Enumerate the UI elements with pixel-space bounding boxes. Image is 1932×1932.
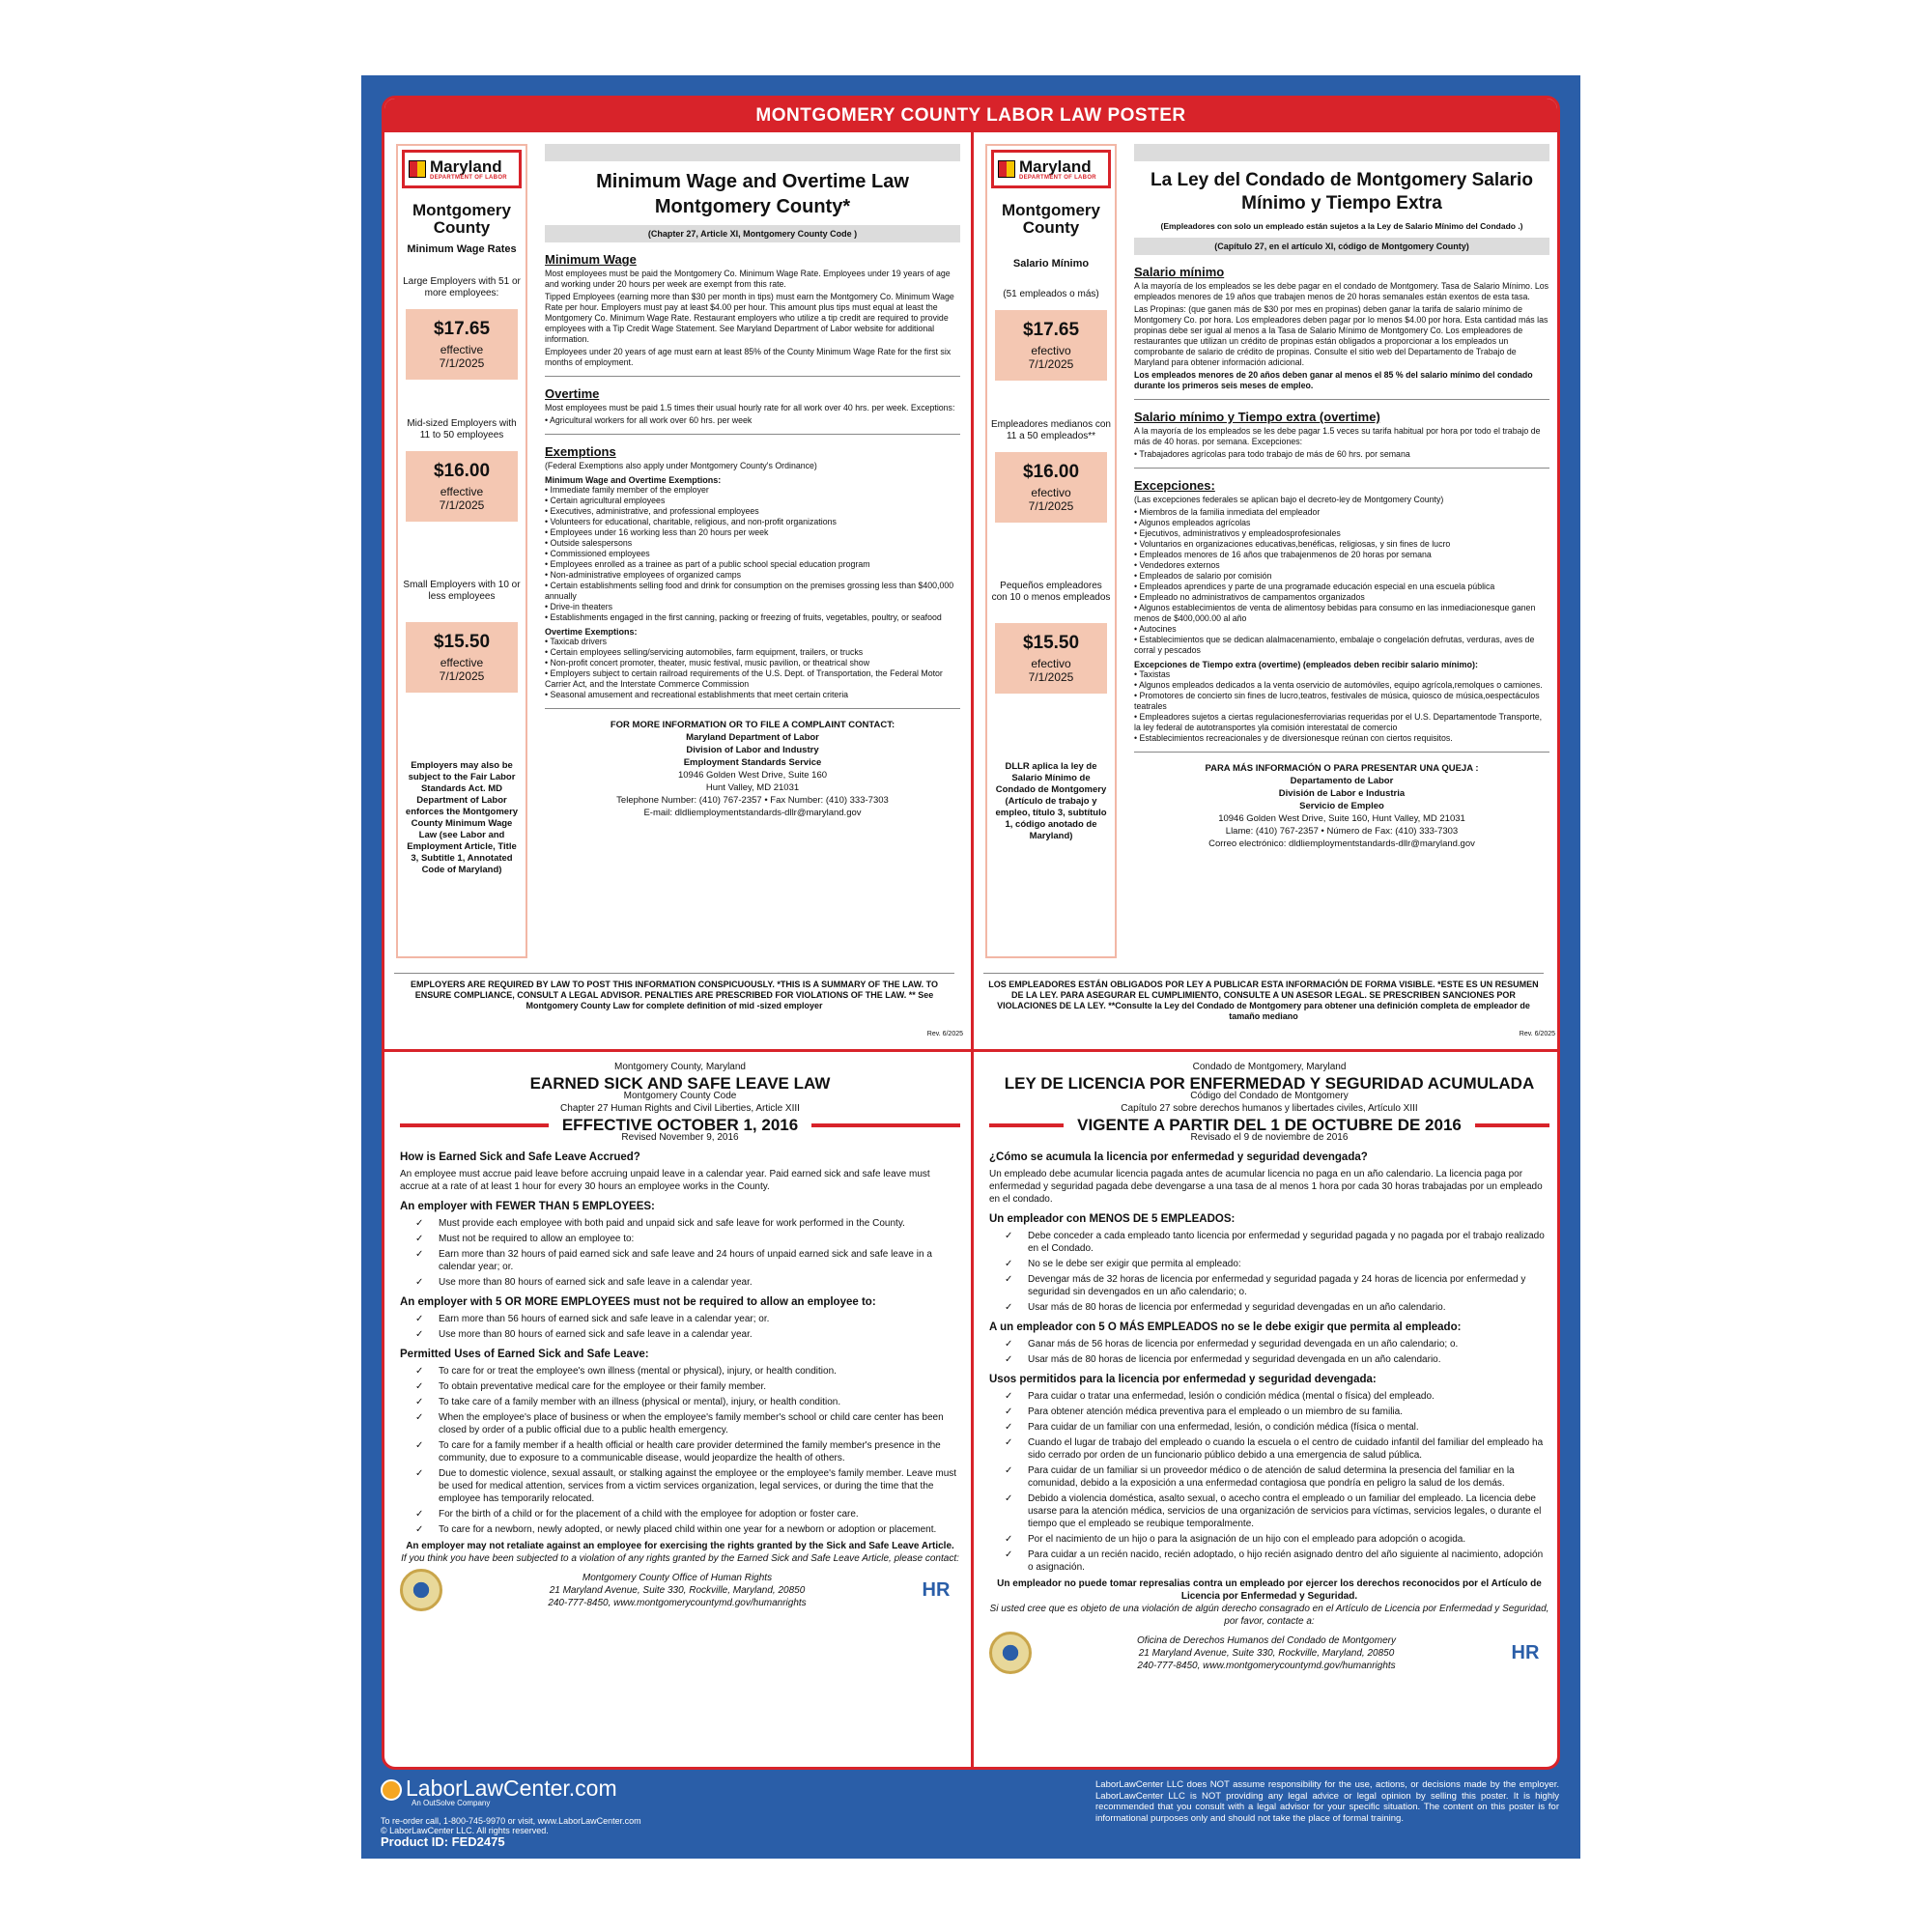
contact-row xyxy=(989,1632,1549,1674)
list-item: • Executives, administrative, and professional employees xyxy=(545,506,960,517)
rate-box xyxy=(995,623,1107,694)
sick-leave-title: EARNED SICK AND SAFE LEAVE LAW xyxy=(529,1074,831,1093)
logo-sub: DEPARTMENT OF LABOR xyxy=(1019,174,1096,181)
rate-value: $16.00 xyxy=(1022,462,1080,482)
divider xyxy=(1134,399,1549,400)
list-item: • Trabajadores agrícolas para todo trabajo de más de 60 hrs. por semana xyxy=(1134,449,1549,460)
section-heading: An employer with FEWER THAN 5 EMPLOYEES: xyxy=(400,1201,655,1212)
grey-bar xyxy=(1134,144,1549,161)
rates-sidebar xyxy=(985,144,1117,958)
sick-leave-title: LEY DE LICENCIA POR ENFERMEDAD Y SEGURIDAD ACUMULADA xyxy=(1004,1074,1535,1093)
law-title: Minimum Wage and Overtime Law Montgomery County* xyxy=(596,171,909,217)
list-item: ✓ When the employee's place of business or when the employee's family member's school or child care center has been closed by order of a public official due to a public health emergency. xyxy=(425,1411,960,1436)
section-heading: Salario mínimo xyxy=(1134,265,1225,279)
list-item: • Outside salespersons xyxy=(545,538,960,549)
county-title: Montgomery County xyxy=(1002,201,1100,237)
maryland-flag-icon xyxy=(998,160,1015,178)
list-item: • Algunos empleados dedicados a la venta oservicio de automóviles, equipo agrícola,remolques o camiones. xyxy=(1134,680,1549,691)
rate-effective: effective xyxy=(440,656,484,669)
rate-value: $16.00 xyxy=(433,461,491,481)
large-employer-label: Large Employers with 51 or more employees: xyxy=(403,276,521,298)
rate-effective: effective xyxy=(440,485,484,498)
section-heading: An employer with 5 OR MORE EMPLOYEES must not be required to allow an employee to: xyxy=(400,1296,876,1308)
paragraph: A la mayoría de los empleados se les debe pagar en el condado de Montgomery. Tasa de Salario Mínimo. Los empleados menores de 19 años que trabajen menos de 20 horas semanales están exentos de esta tasa. xyxy=(1134,281,1549,301)
min-wage-spanish xyxy=(974,132,1560,1049)
exemptions-list xyxy=(1134,507,1549,656)
human-rights-logo-icon xyxy=(912,1571,960,1609)
list-item: ✓ Para cuidar o tratar una enfermedad, lesión o condición médica (mental o física) del empleado. xyxy=(1014,1390,1549,1403)
county-title: Montgomery County xyxy=(412,201,511,237)
dllr-note: DLLR aplica la ley de Salario Mínimo de Condado de Montgomery (Artículo de trabajo y empleo, título 3, subtítulo 1, código anotado de Maryland) xyxy=(995,761,1107,841)
list-item: ✓ Must provide each employee with both paid and unpaid sick and safe leave for work performed in the County. xyxy=(425,1217,960,1230)
rate-box xyxy=(406,622,518,693)
checklist xyxy=(989,1338,1549,1366)
product-id: Product ID: FED2475 xyxy=(381,1834,505,1849)
revised-date: Revisado el 9 de noviembre de 2016 xyxy=(1190,1132,1349,1143)
law-citation: (Chapter 27, Article XI, Montgomery County Code ) xyxy=(545,225,960,242)
section-heading: Salario mínimo y Tiempo extra (overtime) xyxy=(1134,410,1380,424)
list-item: • Certain employees selling/servicing automobiles, farm equipment, trailers, or trucks xyxy=(545,647,960,658)
list-item: ✓ Para cuidar de un familiar con una enfermedad, lesión, o condición médica (física o mental. xyxy=(1014,1421,1549,1434)
divider xyxy=(1134,752,1549,753)
subheading: Excepciones de Tiempo extra (overtime) (empleados deben recibir salario mínimo): xyxy=(1134,660,1478,669)
list-item: ✓ Debido a violencia doméstica, asalto sexual, o acecho contra el empleado o un familiar del empleado. La licencia debe usarse para la atención médica, servicios de una organización de servicios para víctimas, servicios legales, o durante el tiempo que el empleado se reubique temporalmente. xyxy=(1014,1492,1549,1530)
sick-leave-english xyxy=(384,1055,971,1770)
labor-law-poster xyxy=(361,75,1580,1859)
rates-title: Minimum Wage Rates xyxy=(407,243,517,255)
divider xyxy=(1134,468,1549,469)
list-item: • Ejecutivos, administrativos y empleadosprofesionales xyxy=(1134,528,1549,539)
list-item: • Voluntarios en organizaciones educativas,benéficas, religiosas, y sin fines de lucro xyxy=(1134,539,1549,550)
list-item: • Employees enrolled as a trainee as part of a public school special education program xyxy=(545,559,960,570)
pre-note: (Empleadores con solo un empleado están sujetos a la Ley de Salario Mínimo del Condado .) xyxy=(1160,221,1523,231)
law-title: La Ley del Condado de Montgomery Salario Mínimo y Tiempo Extra xyxy=(1151,170,1533,213)
rate-value: $17.65 xyxy=(1022,320,1080,340)
rate-effective: efectivo xyxy=(1031,657,1071,670)
contact-line: Employment Standards Service xyxy=(683,757,822,768)
contact-line: 10946 Golden West Drive, Suite 160, Hunt Valley, MD 21031 xyxy=(1218,813,1465,824)
contact-line: Maryland Department of Labor xyxy=(686,732,819,743)
overtime-list xyxy=(1134,449,1549,460)
contact-intro: If you think you have been subjected to a violation of any rights granted by the Earned Sick and Safe Leave Article, please contact: xyxy=(401,1553,959,1564)
contact-row xyxy=(400,1569,960,1611)
flsa-note: Employers may also be subject to the Fair Labor Standards Act. MD Department of Labor enforces the Montgomery County Minimum Wage Law (see Labor and Employment Article, Title 3, Subtitle 1, Annotated Code of Maryland) xyxy=(405,760,519,875)
office-line: 21 Maryland Avenue, Suite 330, Rockville, Maryland, 20850 xyxy=(549,1584,806,1596)
list-item: ✓ Por el nacimiento de un hijo o para la asignación de un hijo con el empleado para adopción o acogida. xyxy=(1014,1533,1549,1546)
hr-text: HR xyxy=(1511,1642,1540,1663)
revision: Rev. 6/2025 xyxy=(926,1031,963,1037)
office-line[interactable]: 240-777-8450, www.montgomerycountymd.gov/humanrights xyxy=(548,1597,807,1608)
horizontal-divider xyxy=(384,1049,1560,1052)
rate-value: $15.50 xyxy=(1022,633,1080,653)
list-item: • Volunteers for educational, charitable, religious, and non-profit organizations xyxy=(545,517,960,527)
exemptions-list xyxy=(545,485,960,623)
divider xyxy=(545,708,960,709)
checklist xyxy=(400,1365,960,1536)
office-line: Montgomery County Office of Human Rights xyxy=(582,1572,773,1583)
paragraph: (Las excepciones federales se aplican bajo el decreto-ley de Montgomery County) xyxy=(1134,495,1444,504)
list-item: • Establecimientos recreacionales y de diversionesque reúnan con ciertos requisitos. xyxy=(1134,733,1549,744)
rate-box xyxy=(995,452,1107,523)
list-item: ✓ No se le debe ser exigir que permita al empleado: xyxy=(1014,1258,1549,1270)
list-item: ✓ To care for or treat the employee's own illness (mental or physical), injury, or health condition. xyxy=(425,1365,960,1378)
section-heading: Usos permitidos para la licencia por enfermedad y seguridad devengada: xyxy=(989,1374,1377,1385)
reorder-line[interactable]: To re-order call, 1-800-745-9970 or visit, www.LaborLawCenter.com xyxy=(381,1816,641,1826)
rate-date: 7/1/2025 xyxy=(1028,670,1074,684)
contact-line: FOR MORE INFORMATION OR TO FILE A COMPLAINT CONTACT: xyxy=(610,720,895,730)
poster-panel xyxy=(382,96,1560,1770)
rate-date: 7/1/2025 xyxy=(1028,499,1074,513)
chapter-line: Capítulo 27 sobre derechos humanos y libertades civiles, Artículo XIII xyxy=(1121,1103,1418,1114)
list-item: • Agricultural workers for all work over 60 hrs. per week xyxy=(545,415,960,426)
divider xyxy=(545,376,960,377)
min-wage-main xyxy=(1134,144,1549,850)
county-line: Montgomery County, Maryland xyxy=(614,1062,746,1072)
min-wage-main xyxy=(545,144,960,819)
checklist xyxy=(400,1217,960,1289)
law-citation: (Capítulo 27, en el artículo XI, código de Montgomery County) xyxy=(1134,238,1549,255)
list-item: ✓ To care for a family member if a health official or health care provider determined the family member's presence in the community, due to exposure to a communicable disease, would jeopardize the health of others. xyxy=(425,1439,960,1464)
copyright: © LaborLawCenter LLC. All rights reserved. xyxy=(381,1826,549,1835)
list-item: ✓ Para cuidar de un familiar si un proveedor médico o de atención de salud determina la presencia del familiar en la comunidad, debido a la exposición a una enfermedad contagiosa que pondría en peligro la salud de los demás. xyxy=(1014,1464,1549,1490)
sick-leave-content xyxy=(989,1061,1549,1674)
rate-box xyxy=(406,451,518,522)
list-item: ✓ Earn more than 32 hours of paid earned sick and safe leave and 24 hours of unpaid earned sick and safe leave in a calendar year; or. xyxy=(425,1248,960,1273)
paragraph: Most employees must be paid 1.5 times their usual hourly rate for all work over 40 hrs. per week. Exceptions: xyxy=(545,403,955,412)
logo-name: Maryland xyxy=(1019,156,1092,176)
contact-intro: Si usted cree que es objeto de una violación de algún derecho consagrado en el Artículo de Licencia por Enfermedad y Seguridad, por favor, contacte a: xyxy=(989,1604,1549,1627)
posting-notice: EMPLOYERS ARE REQUIRED BY LAW TO POST THIS INFORMATION CONSPICUOUSLY. *THIS IS A SUMMARY OF THE LAW. TO ENSURE COMPLIANCE, CONSULT A LEGAL ADVISOR. PENALTIES ARE PRESCRIBED FOR VIOLATIONS OF THE LAW. ** See Montgomery County Law for complete definition of mid -sized employer xyxy=(394,973,954,1011)
checklist xyxy=(989,1390,1549,1574)
retaliation-notice: An employer may not retaliate against an employee for exercising the rights granted by the Sick and Safe Leave Article. xyxy=(406,1541,954,1551)
list-item: • Autocines xyxy=(1134,624,1549,635)
list-item: ✓ Use more than 80 hours of earned sick and safe leave in a calendar year. xyxy=(425,1276,960,1289)
red-rule xyxy=(989,1123,1064,1127)
list-item: ✓ Must not be required to allow an employee to: xyxy=(425,1233,960,1245)
list-item: ✓ To care for a newborn, newly adopted, or newly placed child within one year for a newborn or adoption or placement. xyxy=(425,1523,960,1536)
list-item: ✓ Para obtener atención médica preventiva para el empleado o un miembro de su familia. xyxy=(1014,1406,1549,1418)
maryland-logo xyxy=(402,150,522,188)
mid-employer-label: Mid-sized Employers with 11 to 50 employees xyxy=(407,418,517,440)
code-line: Montgomery County Code xyxy=(623,1091,737,1101)
effective-date: EFFECTIVE OCTOBER 1, 2016 xyxy=(561,1116,799,1134)
section-heading: Overtime xyxy=(545,386,600,401)
list-item: • Non-administrative employees of organized camps xyxy=(545,570,960,581)
list-item: ✓ Ganar más de 56 horas de licencia por enfermedad y seguridad devengada en un año calendario; o. xyxy=(1014,1338,1549,1350)
list-item: • Seasonal amusement and recreational establishments that meet certain criteria xyxy=(545,690,960,700)
list-item: • Certain agricultural employees xyxy=(545,496,960,506)
logo-sub: DEPARTMENT OF LABOR xyxy=(430,174,507,181)
contact-email[interactable]: E-mail: dldliemploymentstandards-dllr@maryland.gov xyxy=(643,808,862,818)
paragraph: Los empleados menores de 20 años deben ganar al menos el 85 % del salario mínimo del condado durante los primeros seis meses de empleo. xyxy=(1134,370,1533,390)
office-block xyxy=(1137,1634,1396,1672)
section-heading: Un empleador con MENOS DE 5 EMPLEADOS: xyxy=(989,1213,1236,1225)
list-item: • Drive-in theaters xyxy=(545,602,960,612)
list-item: • Non-profit concert promoter, theater, music festival, music pavilion, or theatrical show xyxy=(545,658,960,668)
list-item: • Empleados de salario por comisión xyxy=(1134,571,1549,582)
list-item: • Empleados menores de 16 años que trabajenmenos de 20 horas por semana xyxy=(1134,550,1549,560)
brand-logo xyxy=(381,1776,617,1807)
list-item: • Commissioned employees xyxy=(545,549,960,559)
contact-line: 10946 Golden West Drive, Suite 160 xyxy=(677,770,828,781)
effective-date: VIGENTE A PARTIR DEL 1 DE OCTUBRE DE 2016 xyxy=(1077,1116,1462,1134)
red-rule xyxy=(400,1123,549,1127)
paragraph: An employee must accrue paid leave before accruing unpaid leave in a calendar year. Paid earned sick and safe leave must accrue at a rate of at least 1 hour for every 30 hours an employee works in the County. xyxy=(400,1169,930,1192)
maryland-logo xyxy=(991,150,1111,188)
rate-value: $15.50 xyxy=(433,632,491,652)
poster-footer xyxy=(361,1774,1580,1859)
globe-icon xyxy=(381,1779,402,1801)
hr-text: HR xyxy=(922,1579,951,1601)
list-item: ✓ Use more than 80 hours of earned sick and safe leave in a calendar year. xyxy=(425,1328,960,1341)
county-seal-icon xyxy=(989,1632,1032,1674)
list-item: ✓ Para cuidar a un recién nacido, recién adoptado, o hijo recién asignado dentro del año siguiente al nacimiento, adopción o asignación. xyxy=(1014,1548,1549,1574)
list-item: • Miembros de la familia inmediata del empleador xyxy=(1134,507,1549,518)
list-item: ✓ Debe conceder a cada empleado tanto licencia por enfermedad y seguridad pagada y no pagada por el trabajo realizado en el Condado. xyxy=(1014,1230,1549,1255)
retaliation-notice: Un empleador no puede tomar represalias contra un empleado por ejercer los derechos reconocidos por el Artículo de Licencia por Enfermedad y Seguridad. xyxy=(997,1578,1542,1602)
min-wage-english xyxy=(384,132,971,1049)
contact-line: Division of Labor and Industry xyxy=(686,745,819,755)
contact-line: Llame: (410) 767-2357 • Número de Fax: (410) 333-7303 xyxy=(1225,826,1459,837)
section-heading: How is Earned Sick and Safe Leave Accrued? xyxy=(400,1151,640,1163)
rates-title: Salario Mínimo xyxy=(1012,258,1090,270)
list-item: • Employers subject to certain railroad requirements of the U.S. Dept. of Transportation, the Federal Motor Carrier Act, and the Interstate Commerce Commission xyxy=(545,668,960,690)
section-heading: Permitted Uses of Earned Sick and Safe Leave: xyxy=(400,1349,649,1360)
small-employer-label: Pequeños empleadores con 10 o menos empleados xyxy=(991,581,1111,603)
brand-name: LaborLawCenter.com xyxy=(406,1776,617,1801)
contact-block xyxy=(1134,762,1549,850)
rate-effective: efectivo xyxy=(1031,344,1071,357)
maryland-flag-icon xyxy=(409,160,426,178)
list-item: • Empleado no administrativos de campamentos organizados xyxy=(1134,592,1549,603)
office-line[interactable]: 240-777-8450, www.montgomerycountymd.gov/humanrights xyxy=(1137,1660,1396,1671)
office-line: 21 Maryland Avenue, Suite 330, Rockville, Maryland, 20850 xyxy=(1138,1647,1395,1659)
list-item: ✓ To take care of a family member with an illness (physical or mental), injury, or health condition. xyxy=(425,1396,960,1408)
contact-line: Telephone Number: (410) 767-2357 • Fax Number: (410) 333-7303 xyxy=(616,795,889,806)
paragraph: Most employees must be paid the Montgomery Co. Minimum Wage Rate. Employees under 19 years of age and working under 20 hours per week are exempt from this rate. xyxy=(545,269,951,289)
footer-info xyxy=(381,1816,641,1847)
rate-date: 7/1/2025 xyxy=(439,669,485,683)
list-item: ✓ Usar más de 80 horas de licencia por enfermedad y seguridad devengada en un año calendario. xyxy=(1014,1353,1549,1366)
list-item: • Algunos empleados agrícolas xyxy=(1134,518,1549,528)
posting-notice: LOS EMPLEADORES ESTÁN OBLIGADOS POR LEY A PUBLICAR ESTA INFORMACIÓN DE FORMA VISIBLE. *ESTE ES UN RESUMEN DE LA LEY. PARA ASEGURAR EL CUMPLIMIENTO, CONSULTE A UN ASESOR LEGAL. SE PRESCRIBEN SANCIONES POR VIOLACIONES DE LA LEY. **Consulte la Ley del Condado de Montgomery para obtener una definición completa de empleador de tamaño mediano xyxy=(983,973,1544,1022)
brand-tagline: An OutSolve Company xyxy=(412,1799,491,1807)
list-item: • Establishments engaged in the first canning, packing or freezing of fruits, vegetables, poultry, or seafood xyxy=(545,612,960,623)
rate-effective: efectivo xyxy=(1031,486,1071,499)
human-rights-logo-icon xyxy=(1501,1634,1549,1672)
section-heading: Excepciones: xyxy=(1134,478,1215,493)
paragraph: A la mayoría de los empleados se les debe pagar 1.5 veces su tarifa habitual por hora por todo el trabajo de más de 40 horas. por semana. Excepciones: xyxy=(1134,426,1541,446)
overtime-exemptions-list xyxy=(545,637,960,700)
list-item: • Empleados aprendices y parte de una programade educación especial en una escuela pública xyxy=(1134,582,1549,592)
list-item: • Empleadores sujetos a ciertas regulacionesferroviarias requeridas por el U.S. Departamentode Transporte, la ley federal de autotransportes yla comisión interestatal de comercio xyxy=(1134,712,1549,733)
list-item: • Algunos establecimientos de venta de alimentosy bebidas para consumo en las inmediacionesque ganen menos de $400,000.00 al año xyxy=(1134,603,1549,624)
revision: Rev. 6/2025 xyxy=(1519,1031,1555,1037)
subheading: Minimum Wage and Overtime Exemptions: xyxy=(545,475,722,485)
red-rule xyxy=(1475,1123,1549,1127)
overtime-list xyxy=(545,415,960,426)
paragraph: Las Propinas: (que ganen más de $30 por mes en propinas) deben ganar la tarifa de salario mínimo de Montgomery Co. por hora. Los empleadores deben pagar por lo menos $4.00 por hora. Esta cantidad más las propinas debe ser igual al menos a la Tasa de Salario Mínimo de Montgomery Co. Los empleadores de restaurantes que utilizan un crédito de propinas están obligados a proporcionar a los empleados un comprobante de salario de crédito de propinas. Consulte el sitio web del Departamento de Trabajo de Maryland para obtener información adicional. xyxy=(1134,304,1548,367)
sick-leave-content xyxy=(400,1061,960,1611)
section-heading: Minimum Wage xyxy=(545,252,637,267)
list-item: ✓ For the birth of a child or for the placement of a child with the employee for adoption or foster care. xyxy=(425,1508,960,1520)
section-heading: A un empleador con 5 O MÁS EMPLEADOS no se le debe exigir que permita al empleado: xyxy=(989,1321,1462,1333)
list-item: • Immediate family member of the employer xyxy=(545,485,960,496)
county-seal-icon xyxy=(400,1569,442,1611)
small-employer-label: Small Employers with 10 or less employees xyxy=(403,580,521,602)
code-line: Código del Condado de Montgomery xyxy=(1190,1091,1349,1101)
list-item: ✓ Usar más de 80 horas de licencia por enfermedad y seguridad devengadas en un año calendario. xyxy=(1014,1301,1549,1314)
list-item: ✓ Earn more than 56 hours of earned sick and safe leave in a calendar year; or. xyxy=(425,1313,960,1325)
list-item: ✓ Cuando el lugar de trabajo del empleado o cuando la escuela o el centro de cuidado infantil del familiar del empleado ha sido cerrado por orden de un funcionario público debido a una emergencia de salud pública. xyxy=(1014,1436,1549,1462)
effective-row xyxy=(400,1116,960,1134)
office-block xyxy=(548,1572,806,1609)
paragraph: Tipped Employees (earning more than $30 per month in tips) must earn the Montgomery Co. Minimum Wage Rate per hour. Employers must pay at least $4.00 per hour. This amount plus tips must equal at least the Montgomery Co. Minimum Wage Rate. Restaurant employers who utilize a tip credit are required to provide employees with a Tip Credit Wage Statement. See Maryland Department of Labor website for additional information. xyxy=(545,292,954,344)
paragraph: Un empleado debe acumular licencia pagada antes de acumular licencia no paga en un año calendario. La licencia paga por enfermedad y seguridad pagada debe devengarse a una tasa de al menos 1 hora por cada 30 horas trabajadas por un empleado en el condado. xyxy=(989,1169,1543,1205)
chapter-line: Chapter 27 Human Rights and Civil Liberties, Article XIII xyxy=(560,1103,800,1114)
logo-name: Maryland xyxy=(430,156,502,176)
list-item: • Taxicab drivers xyxy=(545,637,960,647)
contact-block xyxy=(545,719,960,819)
office-line: Oficina de Derechos Humanos del Condado de Montgomery xyxy=(1137,1634,1396,1646)
list-item: ✓ To obtain preventative medical care for the employee or their family member. xyxy=(425,1380,960,1393)
list-item: ✓ Due to domestic violence, sexual assault, or stalking against the employee or the employee's family member. Leave must be used for medical attention, services from a victim services organization, legal services, or during the time that the employee has temporarily relocated. xyxy=(425,1467,960,1505)
list-item: • Promotores de concierto sin fines de lucro,teatros, festivales de música, quiosco de música,oespectáculos teatrales xyxy=(1134,691,1549,712)
divider xyxy=(545,434,960,435)
disclaimer: LaborLawCenter LLC does NOT assume responsibility for the use, actions, or decisions made by the employer. LaborLawCenter LLC is NOT providing any legal advice or legal opinion by selling this poster. It is highly recommended that you consult with a legal advisor for your specific situation. The content on this poster is for informational purposes only and should not take the place of formal training. xyxy=(1095,1779,1559,1824)
rate-date: 7/1/2025 xyxy=(439,356,485,370)
list-item: • Employees under 16 working less than 20 hours per week xyxy=(545,527,960,538)
rate-box xyxy=(406,309,518,380)
list-item: • Vendedores externos xyxy=(1134,560,1549,571)
contact-line: PARA MÁS INFORMACIÓN O PARA PRESENTAR UNA QUEJA : xyxy=(1205,763,1479,774)
paragraph: Employees under 20 years of age must earn at least 85% of the County Minimum Wage Rate for the first six months of employment. xyxy=(545,347,952,367)
contact-line: División de Labor e Industria xyxy=(1278,788,1406,799)
paragraph: (Federal Exemptions also apply under Montgomery County's Ordinance) xyxy=(545,461,817,470)
contact-line: Departamento de Labor xyxy=(1290,776,1394,786)
subheading: Overtime Exemptions: xyxy=(545,627,638,637)
effective-row xyxy=(989,1116,1549,1134)
rate-box xyxy=(995,310,1107,381)
list-item: • Taxistas xyxy=(1134,669,1549,680)
large-employer-label: (51 empleados o más) xyxy=(1003,289,1099,299)
contact-email[interactable]: Correo electrónico: dldliemploymentstandards-dllr@maryland.gov xyxy=(1208,838,1475,849)
revised-date: Revised November 9, 2016 xyxy=(621,1132,739,1143)
list-item: • Certain establishments selling food and drink for consumption on the premises grossing less than $400,000 annually xyxy=(545,581,960,602)
rate-date: 7/1/2025 xyxy=(439,498,485,512)
county-line: Condado de Montgomery, Maryland xyxy=(1192,1062,1347,1072)
list-item: • Establecimientos que se dedican alalmacenamiento, embalaje o congelación defrutas, verduras, aves de corral y pescados xyxy=(1134,635,1549,656)
section-heading: ¿Cómo se acumula la licencia por enfermedad y seguridad devengada? xyxy=(989,1151,1368,1163)
grey-bar xyxy=(545,144,960,161)
section-heading: Exemptions xyxy=(545,444,616,459)
poster-banner: MONTGOMERY COUNTY LABOR LAW POSTER xyxy=(384,99,1557,132)
overtime-exemptions-list xyxy=(1134,669,1549,744)
sick-leave-spanish xyxy=(974,1055,1560,1770)
rates-sidebar xyxy=(396,144,527,958)
rate-date: 7/1/2025 xyxy=(1028,357,1074,371)
contact-line: Servicio de Empleo xyxy=(1299,801,1384,811)
contact-line: Hunt Valley, MD 21031 xyxy=(705,782,800,793)
red-rule xyxy=(811,1123,960,1127)
rate-value: $17.65 xyxy=(433,319,491,339)
checklist xyxy=(400,1313,960,1341)
rate-effective: effective xyxy=(440,343,484,356)
mid-employer-label: Empleadores medianos con 11 a 50 empleados** xyxy=(991,419,1111,441)
checklist xyxy=(989,1230,1549,1314)
list-item: ✓ Devengar más de 32 horas de licencia por enfermedad y seguridad pagada y 24 horas de licencia por enfermedad y seguridad sin devengados en un año calendario; o. xyxy=(1014,1273,1549,1298)
